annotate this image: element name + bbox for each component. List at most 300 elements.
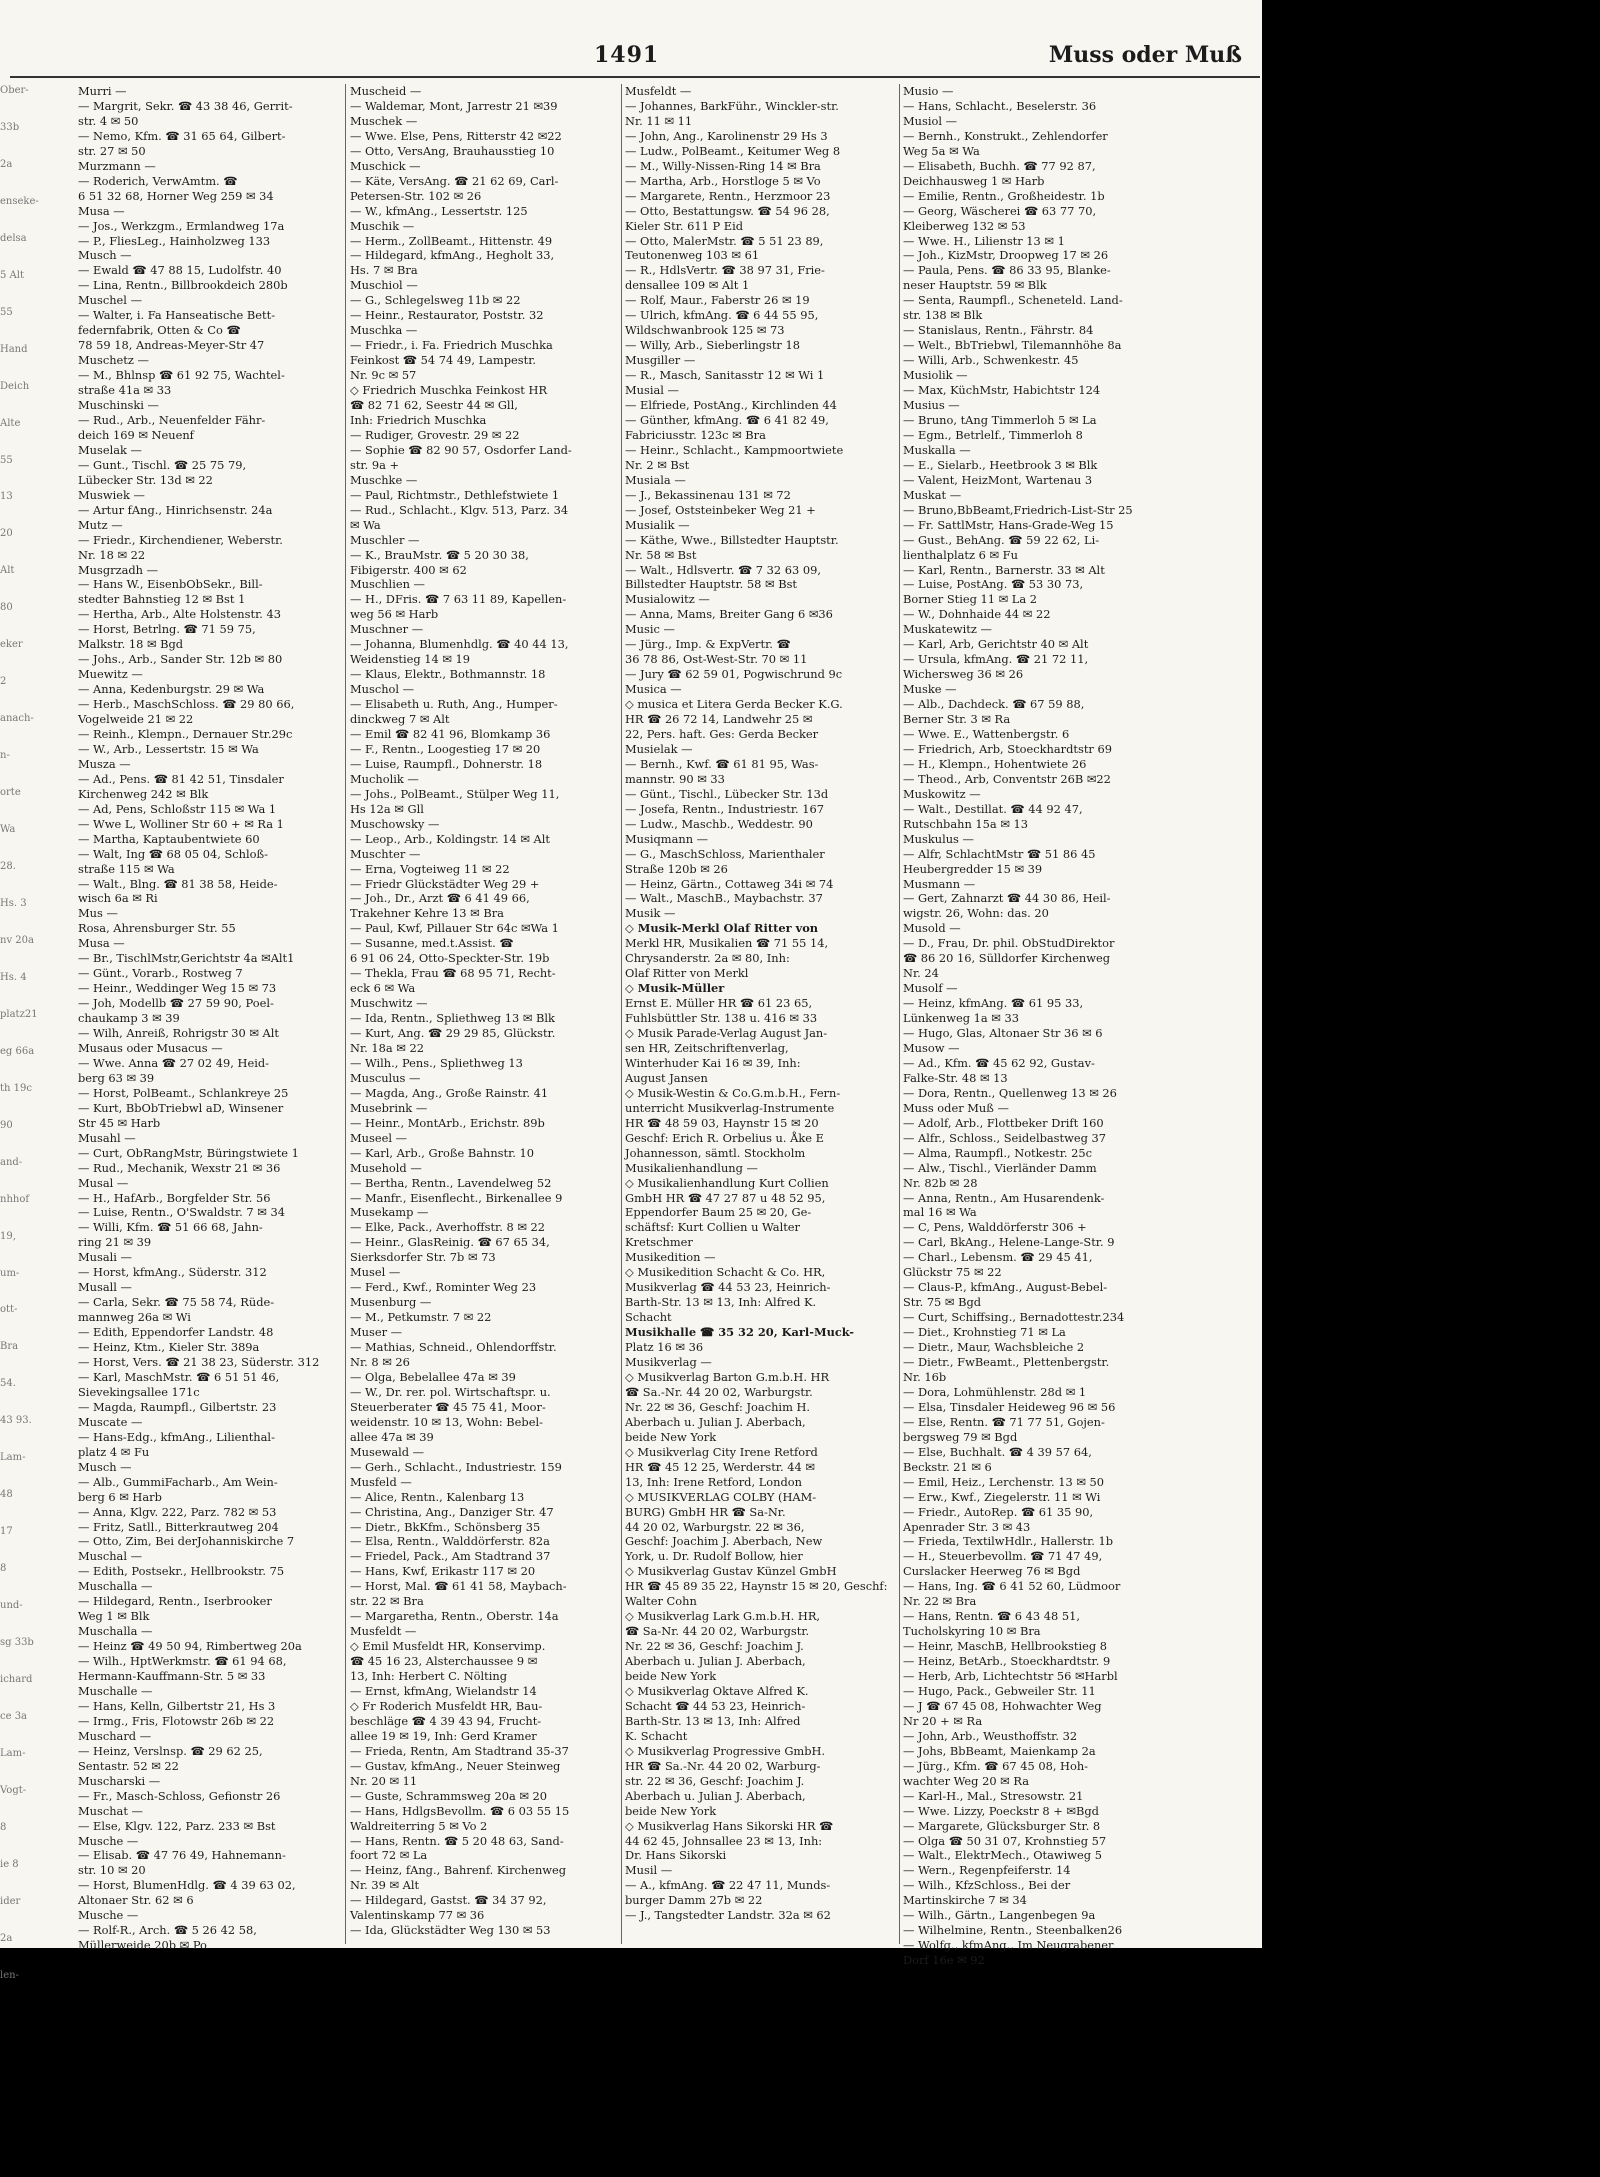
stub-fragment: and-	[0, 1156, 23, 1168]
directory-entry-line: — Magda, Ang., Große Rainstr. 41	[350, 1085, 549, 1100]
directory-entry-line: Sentastr. 52 ✉ 22	[78, 1758, 179, 1773]
directory-entry-line: Muser —	[350, 1325, 403, 1340]
directory-entry-line: — Heinz ☎ 49 50 94, Rimbertweg 20a	[78, 1639, 302, 1654]
stub-fragment: ce 3a	[0, 1710, 28, 1722]
directory-entry-line: Muschlien —	[350, 577, 425, 592]
directory-entry-line: — Hans, Rentn. ☎ 6 43 48 51,	[903, 1609, 1080, 1624]
directory-entry-line: Curslacker Heerweg 76 ✉ Bgd	[903, 1564, 1081, 1579]
directory-entry-line: Musgiller —	[625, 353, 696, 368]
directory-entry-line: — Thekla, Frau ☎ 68 95 71, Recht-	[350, 966, 556, 981]
directory-entry-line: Musehold —	[350, 1160, 422, 1175]
directory-entry-line: — Bruno,BbBeamt,Friedrich-List-Str 25	[903, 502, 1133, 517]
directory-entry-line: str. 22 ✉ 36, Geschf: Joachim J.	[625, 1773, 805, 1788]
directory-entry-line: Rosa, Ahrensburger Str. 55	[78, 921, 236, 936]
directory-entry-line: — Rudiger, Grovestr. 29 ✉ 22	[350, 427, 520, 442]
directory-entry-line: Muskat —	[903, 487, 962, 502]
directory-entry-line: Musa —	[78, 203, 125, 218]
directory-entry-line: — Wilh., Pens., Spliethweg 13	[350, 1055, 523, 1070]
directory-entry-line: — Alma, Raumpfl., Notkestr. 25c	[903, 1145, 1093, 1160]
directory-entry-line: — Hans, Ing. ☎ 6 41 52 60, Lüdmoor	[903, 1579, 1121, 1594]
stub-fragment: platz21	[0, 1008, 38, 1020]
directory-entry-line: — Walt., Blng. ☎ 81 38 58, Heide-	[78, 876, 278, 891]
directory-entry-line: K. Schacht	[625, 1728, 688, 1743]
directory-entry-line: — Horst, BlumenHdlg. ☎ 4 39 63 02,	[78, 1878, 296, 1893]
directory-entry-line: — Dora, Lohmühlenstr. 28d ✉ 1	[903, 1384, 1087, 1399]
directory-entry-line: Wichersweg 36 ✉ 26	[903, 667, 1024, 682]
directory-entry-line: berg 6 ✉ Harb	[78, 1489, 162, 1504]
directory-entry-line: HR ☎ 48 59 03, Haynstr 15 ✉ 20	[625, 1115, 819, 1130]
directory-entry-line: Kleiberweg 132 ✉ 53	[903, 218, 1026, 233]
directory-entry-line: — Heinr., MontArb., Erichstr. 89b	[350, 1115, 545, 1130]
directory-entry-line: Musfeld —	[350, 1474, 412, 1489]
directory-entry-line: — Anna, Mams, Breiter Gang 6 ✉36	[625, 607, 833, 622]
directory-entry-line: — Rud., Schlacht., Klgv. 513, Parz. 34	[350, 502, 569, 517]
directory-entry-line: Muschner —	[350, 622, 424, 637]
directory-entry-line: — Wilh, Anreiß, Rohrigstr 30 ✉ Alt	[78, 1026, 279, 1041]
directory-entry-line: — Edith, Postsekr., Hellbrookstr. 75	[78, 1564, 285, 1579]
directory-entry-line: — Jürg., Imp. & ExpVertr. ☎	[625, 637, 791, 652]
directory-entry-line: str. 22 ✉ Bra	[350, 1594, 424, 1609]
directory-entry-line: platz 4 ✉ Fu	[78, 1444, 150, 1459]
directory-entry-line: 13, Inh: Irene Retford, London	[625, 1474, 802, 1489]
directory-entry-line: Sievekingsallee 171c	[78, 1384, 200, 1399]
directory-entry-line: ◇ Musikverlag Progressive GmbH.	[625, 1743, 826, 1758]
directory-entry-line: wisch 6a ✉ Ri	[78, 891, 158, 906]
directory-entry-line: — Elisabeth, Buchh. ☎ 77 92 87,	[903, 158, 1096, 173]
directory-entry-line: bergsweg 79 ✉ Bgd	[903, 1429, 1018, 1444]
directory-entry-line: Muschwitz —	[350, 996, 428, 1011]
directory-entry-line: — Hugo, Pack., Gebweiler Str. 11	[903, 1683, 1096, 1698]
directory-entry-line: wigstr. 26, Wohn: das. 20	[903, 906, 1049, 921]
directory-entry-line: — Egm., Betrlelf., Timmerloh 8	[903, 427, 1083, 442]
directory-entry-line: Geschf: Joachim J. Aberbach, New	[625, 1534, 823, 1549]
directory-entry-line: Nr. 8 ✉ 26	[350, 1355, 410, 1370]
stub-fragment: sg 33b	[0, 1637, 34, 1649]
directory-entry-line: — Leop., Arb., Koldingstr. 14 ✉ Alt	[350, 831, 551, 846]
directory-entry-line: — Josefa, Rentn., Industriestr. 167	[625, 801, 825, 816]
directory-entry-line: Musewald —	[350, 1444, 425, 1459]
stub-fragment: 17	[0, 1526, 13, 1538]
directory-entry-line: Musekamp —	[350, 1205, 429, 1220]
directory-entry-line: Hs. 7 ✉ Bra	[350, 263, 418, 278]
directory-entry-line: — H., Klempn., Hohentwiete 26	[903, 756, 1087, 771]
directory-entry-line: — Ursula, kfmAng. ☎ 21 72 11,	[903, 652, 1089, 667]
directory-entry-line: str. 9a +	[350, 457, 400, 472]
directory-entry-line: Muschik —	[350, 218, 415, 233]
directory-entry-line: — Alfr., Schloss., Seidelbastweg 37	[903, 1130, 1106, 1145]
directory-entry-line: unterricht Musikverlag-Instrumente	[625, 1100, 835, 1115]
directory-entry-line: Muske —	[903, 682, 957, 697]
directory-entry-line: Muscheid —	[350, 84, 422, 98]
directory-entry-line: — Guste, Schrammsweg 20a ✉ 20	[350, 1788, 548, 1803]
directory-entry-line: — Bernh., Kwf. ☎ 61 81 95, Was-	[625, 756, 819, 771]
directory-entry-line: — Fritz, Satll., Bitterkrautweg 204	[78, 1519, 279, 1534]
directory-entry-line: Musikverlag —	[625, 1355, 712, 1370]
directory-entry-line: Muschek —	[350, 113, 418, 128]
directory-entry-line: — Hugo, Glas, Altonaer Str 36 ✉ 6	[903, 1026, 1103, 1041]
directory-entry-line: ☎ Sa-Nr. 44 20 02, Warburgstr.	[625, 1624, 810, 1639]
directory-entry-line: Muschetz —	[78, 353, 149, 368]
directory-entry-line: — Frieda, TextilwHdlr., Hallerstr. 1b	[903, 1534, 1114, 1549]
directory-entry-line: — Adolf, Arb., Flottbeker Drift 160	[903, 1115, 1104, 1130]
directory-entry-line: — Luise, PostAng. ☎ 53 30 73,	[903, 577, 1084, 592]
directory-entry-line: — Elsa, Rentn., Walddörferstr. 82a	[350, 1534, 550, 1549]
directory-entry-line: — Elfriede, PostAng., Kirchlinden 44	[625, 398, 837, 413]
directory-entry-line: — Stanislaus, Rentn., Fährstr. 84	[903, 323, 1094, 338]
directory-entry-line: Fibigerstr. 400 ✉ 62	[350, 562, 467, 577]
directory-entry-line: — Hans-Edg., kfmAng., Lilienthal-	[78, 1429, 275, 1444]
stub-fragment: nv 20a	[0, 934, 34, 946]
directory-entry-line: Malkstr. 18 ✉ Bgd	[78, 637, 184, 652]
directory-entry-line: Musialowitz —	[625, 592, 710, 607]
directory-entry-line: ◇ Musikverlag Oktave Alfred K.	[625, 1683, 809, 1698]
directory-entry-line: mannweg 26a ✉ Wi	[78, 1310, 191, 1325]
directory-entry-line: Musica —	[625, 682, 682, 697]
directory-entry-line: — Carla, Sekr. ☎ 75 58 74, Rüde-	[78, 1295, 275, 1310]
directory-entry-line: Merkl HR, Musikalien ☎ 71 55 14,	[625, 936, 829, 951]
directory-entry-line: — Wwe. E., Wattenbergstr. 6	[903, 726, 1070, 741]
directory-entry-line: — Horst, Vers. ☎ 21 38 23, Süderstr. 312	[78, 1355, 320, 1370]
directory-entry-line: Musielak —	[625, 741, 693, 756]
directory-entry-line: — Friedr., AutoRep. ☎ 61 35 90,	[903, 1504, 1094, 1519]
directory-entry-line: — H., DFris. ☎ 7 63 11 89, Kapellen-	[350, 592, 567, 607]
directory-entry-line: — Jos., Werkzgm., Ermlandweg 17a	[78, 218, 285, 233]
stub-fragment: n-	[0, 750, 10, 762]
directory-entry-line: — Reinh., Klempn., Dernauer Str.29c	[78, 726, 293, 741]
directory-entry-line: — Horst, kfmAng., Süderstr. 312	[78, 1265, 267, 1280]
directory-entry-line: str. 138 ✉ Blk	[903, 308, 983, 323]
directory-entry-line: Musahl —	[78, 1130, 136, 1145]
stub-fragment: 33b	[0, 121, 20, 133]
directory-entry-line: Musmann —	[903, 876, 976, 891]
directory-entry-line: ◇ Musik-Müller	[625, 981, 725, 996]
directory-entry-line: ☎ Sa.-Nr. 44 20 02, Warburgstr.	[625, 1384, 813, 1399]
directory-entry-line: — Hildegard, Rentn., Iserbrooker	[78, 1594, 272, 1609]
directory-entry-line: — Curt, ObRangMstr, Büringstwiete 1	[78, 1145, 299, 1160]
directory-entry-line: — R., HdlsVertr. ☎ 38 97 31, Frie-	[625, 263, 825, 278]
directory-entry-line: — Gustav, kfmAng., Neuer Steinweg	[350, 1758, 561, 1773]
directory-entry-line: Waldreiterring 5 ✉ Vo 2	[350, 1818, 488, 1833]
directory-entry-line: — W., Dohnhaide 44 ✉ 22	[903, 607, 1051, 622]
directory-entry-line: Winterhuder Kai 16 ✉ 39, Inh:	[625, 1055, 801, 1070]
directory-entry-line: Muschalle —	[78, 1683, 153, 1698]
directory-entry-line: — Joh, Modellb ☎ 27 59 90, Poel-	[78, 996, 274, 1011]
directory-entry-line: — Heinz, Verslnsp. ☎ 29 62 25,	[78, 1743, 263, 1758]
directory-entry-line: — R., Masch, Sanitasstr 12 ✉ Wi 1	[625, 368, 825, 383]
directory-entry-line: — Georg, Wäscherei ☎ 63 77 70,	[903, 203, 1097, 218]
directory-entry-line: — Günt., Vorarb., Rostweg 7	[78, 966, 243, 981]
directory-entry-line: — Heinr., GlasReinig. ☎ 67 65 34,	[350, 1235, 550, 1250]
directory-entry-line: — Willi, Arb., Schwenkestr. 45	[903, 353, 1079, 368]
directory-entry-line: — Hans, Schlacht., Beselerstr. 36	[903, 98, 1097, 113]
directory-entry-line: Muschke —	[350, 472, 418, 487]
stub-fragment: len-	[0, 1969, 19, 1981]
directory-entry-line: Muschick —	[350, 158, 421, 173]
directory-entry-line: — M., Petkumstr. 7 ✉ 22	[350, 1310, 492, 1325]
directory-entry-line: — Kurt, BbObTriebwl aD, Winsener	[78, 1100, 284, 1115]
directory-entry-line: Schacht ☎ 44 53 23, Heinrich-	[625, 1698, 806, 1713]
directory-entry-line: ☎ 82 71 62, Seestr 44 ✉ Gll,	[350, 398, 518, 413]
directory-entry-line: — Hildegard, kfmAng., Hegholt 33,	[350, 248, 555, 263]
directory-entry-line: — Rolf, Maur., Faberstr 26 ✉ 19	[625, 293, 810, 308]
stub-fragment: 54.	[0, 1378, 16, 1390]
directory-entry-line: — Rud., Arb., Neuenfelder Fähr-	[78, 412, 266, 427]
directory-entry-line: — Emilie, Rentn., Großheidestr. 1b	[903, 188, 1105, 203]
stub-fragment: 43 93.	[0, 1415, 32, 1427]
directory-entry-line: Musaus oder Musacus —	[78, 1041, 223, 1055]
directory-entry-line: — Paul, Richtmstr., Dethlefstwiete 1	[350, 487, 560, 502]
directory-entry-line: — Welt., BbTriebwl, Tilemannhöhe 8a	[903, 338, 1122, 353]
directory-entry-line: — Käthe, Wwe., Billstedter Hauptstr.	[625, 532, 839, 547]
directory-entry-line: ☎ 45 16 23, Alsterchaussee 9 ✉	[350, 1654, 538, 1669]
directory-entry-line: — Wilh., KfzSchloss., Bei der	[903, 1878, 1071, 1893]
directory-entry-line: Kieler Str. 611 P Eid	[625, 218, 744, 233]
directory-entry-line: — Anna, Klgv. 222, Parz. 782 ✉ 53	[78, 1504, 277, 1519]
directory-entry-line: str. 27 ✉ 50	[78, 143, 146, 158]
directory-entry-line: — Diet., Krohnstieg 71 ✉ La	[903, 1325, 1066, 1340]
directory-entry-line: — Walt., Destillat. ☎ 44 92 47,	[903, 801, 1083, 816]
directory-entry-line: — H., Steuerbevollm. ☎ 71 47 49,	[903, 1549, 1103, 1564]
directory-entry-line: — Gust., BehAng. ☎ 59 22 62, Li-	[903, 532, 1100, 547]
directory-entry-line: Muewitz —	[78, 667, 143, 682]
directory-entry-line: ◇ Fr Roderich Musfeldt HR, Bau-	[350, 1698, 543, 1713]
directory-entry-line: Muschter —	[350, 846, 421, 861]
directory-entry-line: — Willy, Arb., Sieberlingstr 18	[625, 338, 800, 353]
directory-entry-line: eck 6 ✉ Wa	[350, 981, 416, 996]
directory-entry-line: — Curt, Schiffsing., Bernadottestr.234	[903, 1310, 1125, 1325]
stub-fragment: ider	[0, 1895, 21, 1907]
directory-entry-line: — Charl., Lebensm. ☎ 29 45 41,	[903, 1250, 1093, 1265]
directory-entry-line: Museel —	[350, 1130, 407, 1145]
directory-entry-line: — Walt., ElektrMech., Otawiweg 5	[903, 1848, 1102, 1863]
directory-entry-line: schäftsf: Kurt Collien u Walter	[625, 1220, 800, 1235]
directory-entry-line: Vogelweide 21 ✉ 22	[78, 712, 194, 727]
directory-entry-line: Musold —	[903, 921, 961, 936]
directory-entry-line: Chrysanderstr. 2a ✉ 80, Inh:	[625, 951, 790, 966]
directory-entry-line: ☎ 86 20 16, Sülldorfer Kirchenweg	[903, 951, 1110, 966]
directory-entry-line: — J., Bekassinenau 131 ✉ 72	[625, 487, 791, 502]
directory-entry-line: Wildschwanbrook 125 ✉ 73	[625, 323, 785, 338]
directory-entry-line: — Roderich, VerwAmtm. ☎	[78, 173, 238, 188]
directory-entry-line: Kretschmer	[625, 1235, 693, 1250]
directory-entry-line: HR ☎ 45 89 35 22, Haynstr 15 ✉ 20, Geschf:	[625, 1579, 888, 1594]
directory-entry-line: Weg 1 ✉ Blk	[78, 1609, 150, 1624]
directory-entry-line: 44 62 45, Johnsallee 23 ✉ 13, Inh:	[625, 1833, 823, 1848]
directory-entry-line: ✉ Wa	[350, 517, 381, 532]
directory-entry-line: — Edith, Eppendorfer Landstr. 48	[78, 1325, 274, 1340]
directory-entry-line: — Martha, Arb., Horstloge 5 ✉ Vo	[625, 173, 821, 188]
directory-entry-line: burger Damm 27b ✉ 22	[625, 1893, 763, 1908]
directory-entry-line: — Elke, Pack., Averhoffstr. 8 ✉ 22	[350, 1220, 545, 1235]
directory-entry-line: — J., Tangstedter Landstr. 32a ✉ 62	[625, 1908, 831, 1923]
directory-entry-line: — Ad., Pens. ☎ 81 42 51, Tinsdaler	[78, 771, 284, 786]
directory-entry-line: — G., MaschSchloss, Marienthaler	[625, 846, 825, 861]
directory-entry-line: Musal —	[78, 1175, 129, 1190]
stub-fragment: 20	[0, 528, 13, 540]
directory-entry-line: — Klaus, Elektr., Bothmannstr. 18	[350, 667, 546, 682]
directory-entry-line: sen HR, Zeitschriftenverlag,	[625, 1041, 789, 1055]
directory-entry-line: — W., Arb., Lessertstr. 15 ✉ Wa	[78, 741, 259, 756]
directory-entry-line: Musikalienhandlung —	[625, 1160, 758, 1175]
directory-entry-line: Hermann-Kauffmann-Str. 5 ✉ 33	[78, 1669, 266, 1684]
directory-entry-line: Fuhlsbüttler Str. 138 u. 416 ✉ 33	[625, 1011, 818, 1026]
page-number: 1491	[594, 42, 660, 68]
directory-entry-line: — A., kfmAng. ☎ 22 47 11, Munds-	[625, 1878, 831, 1893]
directory-entry-line: — Horst, PolBeamt., Schlankreye 25	[78, 1085, 289, 1100]
directory-entry-line: Glückstr 75 ✉ 22	[903, 1265, 1002, 1280]
directory-entry-line: Nr. 11 ✉ 11	[625, 113, 693, 128]
directory-entry-line: — Horst, Betrlng. ☎ 71 59 75,	[78, 622, 256, 637]
directory-entry-line: — Heinr., Weddinger Weg 15 ✉ 73	[78, 981, 277, 996]
directory-entry-line: — Elisab. ☎ 47 76 49, Hahnemann-	[78, 1848, 286, 1863]
directory-entry-line: Nr. 82b ✉ 28	[903, 1175, 978, 1190]
directory-entry-line: — Johs, BbBeamt, Maienkamp 2a	[903, 1743, 1096, 1758]
directory-entry-line: — Martha, Kaptaubentwiete 60	[78, 831, 260, 846]
stub-fragment: 5 Alt	[0, 269, 24, 281]
directory-entry-line: dinckweg 7 ✉ Alt	[350, 712, 450, 727]
directory-entry-line: Musial —	[625, 383, 679, 398]
directory-entry-line: deich 169 ✉ Neuenf	[78, 427, 194, 442]
directory-entry-line: allee 19 ✉ 19, Inh: Gerd Kramer	[350, 1728, 537, 1743]
directory-entry-line: — Johs., Arb., Sander Str. 12b ✉ 80	[78, 652, 283, 667]
directory-entry-line: — Christina, Ang., Danziger Str. 47	[350, 1504, 554, 1519]
directory-entry-line: — Alb., Dachdeck. ☎ 67 59 88,	[903, 697, 1085, 712]
directory-entry-line: — Wwe. Lizzy, Poeckstr 8 + ✉Bgd	[903, 1803, 1099, 1818]
directory-entry-line: — Jürg., Kfm. ☎ 67 45 08, Hoh-	[903, 1758, 1089, 1773]
directory-column-2	[350, 84, 620, 1938]
stub-fragment: nhhof	[0, 1193, 30, 1205]
directory-entry-line: Sierksdorfer Str. 7b ✉ 73	[350, 1250, 496, 1265]
directory-entry-line: — P., FliesLeg., Hainholzweg 133	[78, 233, 271, 248]
directory-entry-line: Nr. 39 ✉ Alt	[350, 1878, 420, 1893]
stub-fragment: und-	[0, 1600, 23, 1612]
directory-entry-line: — Artur fAng., Hinrichsenstr. 24a	[78, 502, 273, 517]
directory-entry-line: Musculus —	[350, 1070, 421, 1085]
directory-entry-line: Muschol —	[350, 682, 415, 697]
stub-fragment: Bra	[0, 1341, 19, 1353]
directory-entry-line: — Ludw., Maschb., Weddestr. 90	[625, 816, 813, 831]
directory-entry-line: — Karl, MaschMstr. ☎ 6 51 51 46,	[78, 1369, 280, 1384]
directory-entry-line: — Wern., Regenpfeiferstr. 14	[903, 1863, 1071, 1878]
directory-entry-line: — Dietr., FwBeamt., Plettenbergstr.	[903, 1355, 1110, 1370]
directory-entry-line: — Wilh., HptWerkmstr. ☎ 61 94 68,	[78, 1654, 287, 1669]
directory-entry-line: Muschal —	[78, 1549, 143, 1564]
directory-entry-line: — K., BrauMstr. ☎ 5 20 30 38,	[350, 547, 529, 562]
directory-entry-line: lienthalplatz 6 ✉ Fu	[903, 547, 1018, 562]
directory-entry-line: Heubergredder 15 ✉ 39	[903, 861, 1043, 876]
directory-entry-line: — Rud., Mechanik, Wexstr 21 ✉ 36	[78, 1160, 281, 1175]
directory-entry-line: — Willi, Kfm. ☎ 51 66 68, Jahn-	[78, 1220, 263, 1235]
directory-entry-line: ◇ Musik Parade-Verlag August Jan-	[625, 1026, 828, 1041]
directory-entry-line: Straße 120b ✉ 26	[625, 861, 728, 876]
stub-fragment: ie 8	[0, 1858, 19, 1870]
directory-entry-line: Musfeldt —	[350, 1624, 417, 1639]
directory-entry-line: beide New York	[625, 1803, 717, 1818]
directory-entry-line: — Heinr, MaschB, Hellbrookstieg 8	[903, 1639, 1108, 1654]
directory-entry-line: — Heinr., Schlacht., Kampmoortwiete	[625, 442, 844, 457]
directory-entry-line: — Sophie ☎ 82 90 57, Osdorfer Land-	[350, 442, 572, 457]
directory-entry-line: ◇ musica et Litera Gerda Becker K.G.	[625, 697, 843, 712]
directory-entry-line: Musel —	[350, 1265, 401, 1280]
page-header	[0, 42, 1262, 78]
directory-entry-line: Music —	[625, 622, 675, 637]
directory-entry-line: Valentinskamp 77 ✉ 36	[350, 1908, 485, 1923]
directory-entry-line: — Günt., Tischl., Lübecker Str. 13d	[625, 786, 829, 801]
directory-entry-line: — Friedr., i. Fa. Friedrich Muschka	[350, 338, 553, 353]
directory-entry-line: Musgrzadh —	[78, 562, 159, 577]
directory-entry-line: — Heinr., Restaurator, Poststr. 32	[350, 308, 544, 323]
directory-entry-line: — Friedr., Kirchendiener, Weberstr.	[78, 532, 283, 547]
directory-entry-line: — Karl-H., Mal., Stresowstr. 21	[903, 1788, 1084, 1803]
directory-entry-line: Nr 20 + ✉ Ra	[903, 1713, 983, 1728]
stub-fragment: Alte	[0, 417, 21, 429]
directory-entry-line: — Bertha, Rentn., Lavendelweg 52	[350, 1175, 552, 1190]
directory-entry-line: — Anna, Kedenburgstr. 29 ✉ Wa	[78, 682, 265, 697]
directory-entry-line: ◇ Musikverlag City Irene Retford	[625, 1444, 818, 1459]
directory-entry-line: — Claus-P., kfmAng., August-Bebel-	[903, 1280, 1108, 1295]
directory-entry-line: — M., Willy-Nissen-Ring 14 ✉ Bra	[625, 158, 821, 173]
directory-entry-line: Fabriciusstr. 123c ✉ Bra	[625, 427, 766, 442]
stub-fragment: 90	[0, 1119, 13, 1131]
directory-entry-line: — Erw., Kwf., Ziegelerstr. 11 ✉ Wi	[903, 1489, 1101, 1504]
directory-entry-line: Str. 75 ✉ Bgd	[903, 1295, 982, 1310]
directory-entry-line: Deichhausweg 1 ✉ Harb	[903, 173, 1045, 188]
directory-column-1	[78, 84, 342, 1953]
directory-entry-line: Kirchenweg 242 ✉ Blk	[78, 786, 209, 801]
directory-entry-line: Mutz —	[78, 517, 123, 532]
directory-entry-line: neser Hauptstr. 59 ✉ Blk	[903, 278, 1047, 293]
directory-entry-line: wachter Weg 20 ✉ Ra	[903, 1773, 1029, 1788]
directory-entry-line: 44 20 02, Warburgstr. 22 ✉ 36,	[625, 1519, 805, 1534]
directory-entry-line: York, u. Dr. Rudolf Bollow, hier	[625, 1549, 803, 1564]
directory-entry-line: Rutschbahn 15a ✉ 13	[903, 816, 1028, 831]
directory-entry-line: Musenburg —	[350, 1295, 432, 1310]
directory-entry-line: — Heinz, kfmAng. ☎ 61 95 33,	[903, 996, 1084, 1011]
directory-entry-line: Aberbach u. Julian J. Aberbach,	[625, 1654, 806, 1669]
directory-entry-line: Muscate —	[78, 1414, 143, 1429]
directory-entry-line: — Walt., MaschB., Maybachstr. 37	[625, 891, 823, 906]
directory-entry-line: weidenstr. 10 ✉ 13, Wohn: Bebel-	[350, 1414, 543, 1429]
directory-entry-line: — Mathias, Schneid., Ohlendorffstr.	[350, 1340, 557, 1355]
directory-entry-line: Musiala —	[625, 472, 686, 487]
stub-fragment: 2	[0, 676, 7, 688]
directory-entry-line: str. 10 ✉ 20	[78, 1863, 146, 1878]
directory-entry-line: — Margarete, Rentn., Herzmoor 23	[625, 188, 831, 203]
directory-entry-line: Beckstr. 21 ✉ 6	[903, 1459, 992, 1474]
directory-entry-line: Trakehner Kehre 13 ✉ Bra	[350, 906, 504, 921]
directory-entry-line: Mus —	[78, 906, 118, 921]
directory-entry-line: ◇ Musikverlag Lark G.m.b.H. HR,	[625, 1609, 821, 1624]
stub-fragment: 8	[0, 1563, 7, 1575]
directory-entry-line: HR ☎ 26 72 14, Landwehr 25 ✉	[625, 712, 813, 727]
directory-entry-line: ◇ Emil Musfeldt HR, Konservimp.	[350, 1639, 546, 1654]
column-divider	[899, 84, 900, 1944]
directory-entry-line: beide New York	[625, 1429, 717, 1444]
stub-fragment: Wa	[0, 824, 16, 836]
directory-entry-line: Musiolik —	[903, 368, 968, 383]
directory-entry-line: — Joh., KizMstr, Droopweg 17 ✉ 26	[903, 248, 1109, 263]
directory-entry-line: — Theod., Arb, Conventstr 26B ✉22	[903, 771, 1111, 786]
directory-entry-line: — Friedel, Pack., Am Stadtrand 37	[350, 1549, 551, 1564]
directory-entry-line: Muschler —	[350, 532, 420, 547]
directory-entry-line: — Josef, Oststeinbeker Weg 21 +	[625, 502, 816, 517]
directory-entry-line: 22, Pers. haft. Ges: Gerda Becker	[625, 726, 819, 741]
directory-entry-line: ◇ Musik-Merkl Olaf Ritter von	[625, 921, 819, 936]
stub-fragment: 55	[0, 306, 13, 318]
directory-entry-line: Aberbach u. Julian J. Aberbach,	[625, 1788, 806, 1803]
directory-entry-line: Lünkenweg 1a ✉ 33	[903, 1011, 1019, 1026]
directory-entry-line: Hs 12a ✉ Gll	[350, 801, 424, 816]
